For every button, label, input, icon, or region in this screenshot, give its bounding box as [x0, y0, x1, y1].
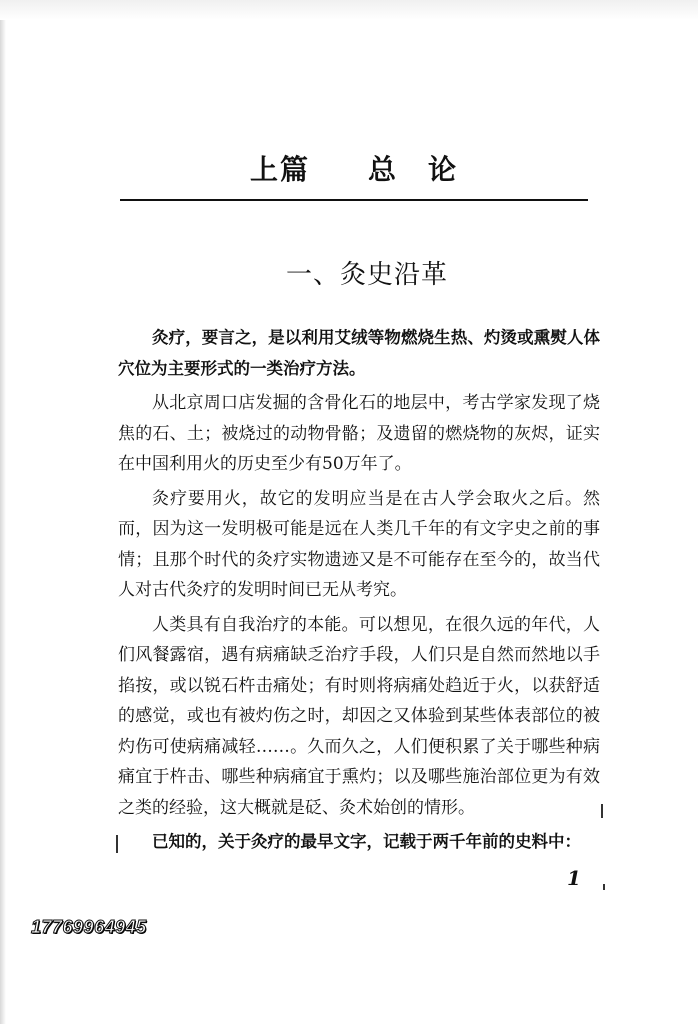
- part-title-left: 上篇: [250, 153, 311, 186]
- part-title: [250, 148, 458, 188]
- body-text: [118, 323, 600, 862]
- scan-artifact: [116, 835, 118, 853]
- title-divider: [120, 199, 588, 201]
- part-title-right: 总 论: [368, 153, 459, 186]
- page-number: 1: [567, 866, 581, 890]
- paragraph: 人类具有自我治疗的本能。可以想见，在很久远的年代，人们风餐露宿，遇有病痛缺乏治疗手段，人们只是自然而然地以手掐按，或以锐石杵击痛处；有时则将病痛处趋近于火，以获舒适的感觉，或也有被灼伤之时，却因之又体验到某些体表部位的被灼伤可使病痛减轻……。久而久之，人们便积累了关于哪些种病痛宜于杵击、哪些种病痛宜于熏灼；以及哪些施治部位更为有效之类的经验，这大概就是砭、灸术始创的情形。: [118, 614, 600, 818]
- page-top-shadow: [0, 0, 698, 20]
- paragraph: 从北京周口店发掘的含骨化石的地层中，考古学家发现了烧焦的石、土；被烧过的动物骨骼；及遗留的燃烧物的灰烬，证实在中国利用火的历史至少有50万年了。: [118, 393, 600, 474]
- section-title: 一、灸史沿革: [286, 260, 449, 290]
- phone-watermark: 17769964945: [31, 917, 147, 937]
- page-edge-shadow: [0, 0, 6, 1024]
- scan-artifact: [601, 804, 603, 818]
- scan-artifact: [603, 884, 605, 890]
- paragraph: 灸疗要用火，故它的发明应当是在古人学会取火之后。然而，因为这一发明极可能是远在人类几千年的有文字史之前的事情；且那个时代的灸疗实物遗迹又是不可能存在至今的，故当代人对古代灸疗的发明时间已无从考究。: [118, 488, 600, 600]
- paragraph: 灸疗，要言之，是以利用艾绒等物燃烧生热、灼烫或熏熨人体穴位为主要形式的一类治疗方法。: [118, 328, 600, 378]
- paragraph: 已知的，关于灸疗的最早文字，记载于两千年前的史料中：: [152, 832, 581, 851]
